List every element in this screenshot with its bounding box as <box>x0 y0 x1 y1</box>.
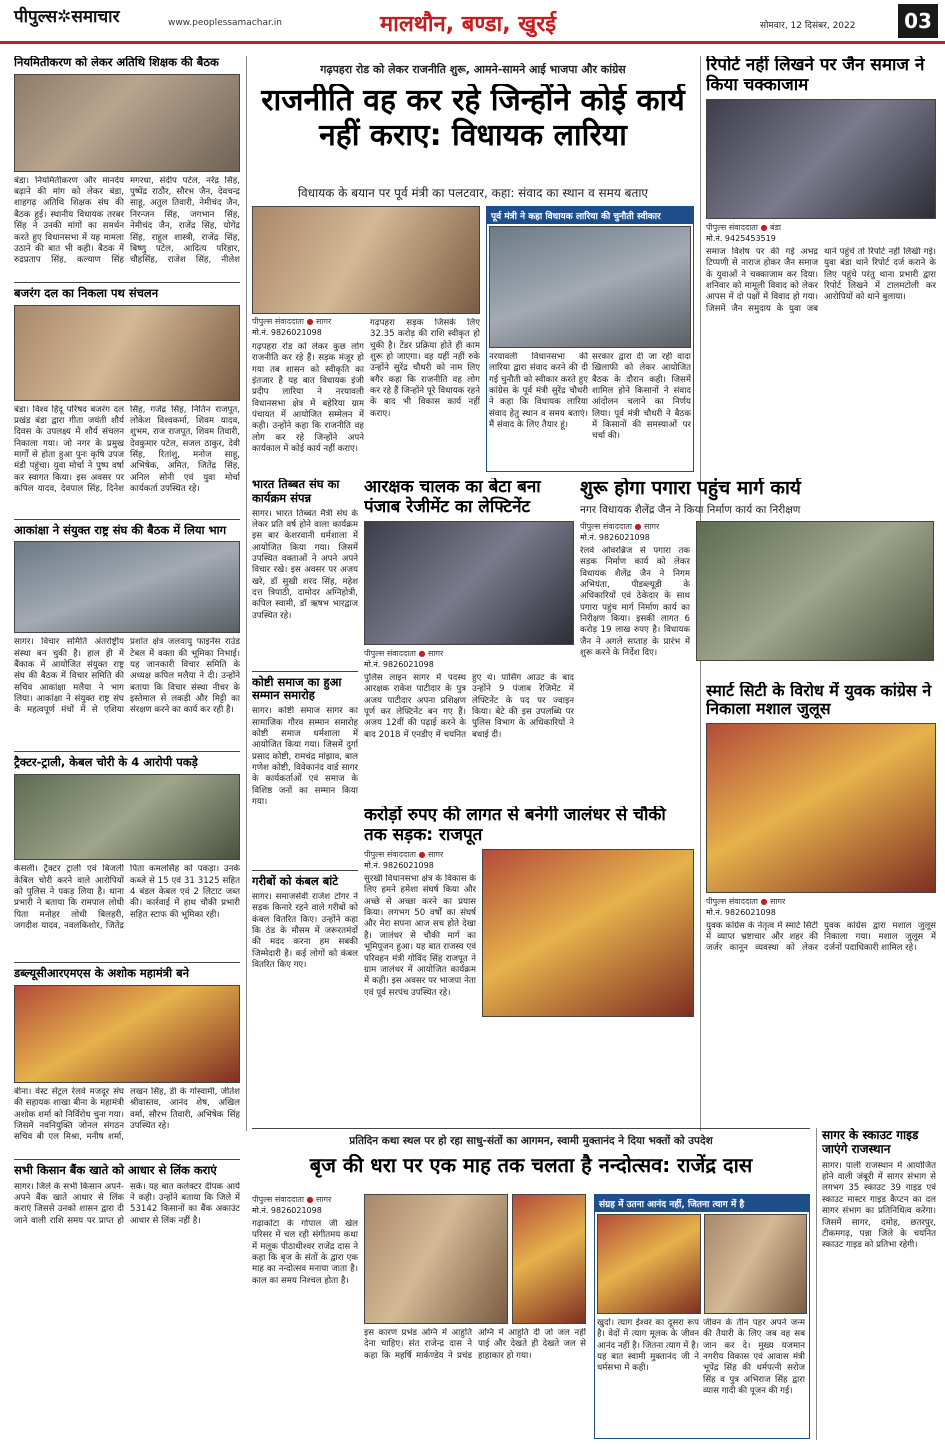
lead-subheadline: विधायक के बयान पर पूर्व मंत्री का पलटवार, कहा: संवाद का स्थान व समय बताए <box>297 186 649 200</box>
story-photo <box>364 521 574 645</box>
story-body: सुरखी विधानसभा क्षेत्र के विकास के लिए हमने हमेशा संघर्ष किया और अच्छे से अच्छा करने का प्रयास किया। लगभग 50 वर्षों का संघर्ष और मेरा सपना आज सच होते देखा है। जालंधर से चौकी मार्ग का भूमिपूजन हुआ। यह बात राजस्व एवं परिवहन मंत्री गोविंद सिंह राजपूत ने ग्राम जालंधर में आयोजित कार्यक्रम में कही। इस अवसर पर भाजपा नेता एवं पूर्व सरपंच उपस्थित रहे। <box>364 874 476 998</box>
story-body: सागर। कोष्टी समाज सागर का सामाजिक गौरव सम्मान समारोह कोष्टी समाज धर्मशाला में आयोजित किया गया। जिसमें दुर्गा प्रसाद कोष्टी, रामचंद्र मांझाव, बाल गणेश कोष्टी, विवेकानंद वार्ड सागर के कार्यकर्ताओं एवं समाज के विशिष्ठ जनों का सम्मान किया गया। <box>252 706 358 807</box>
reporter-mobile: मो.नं. 9425453519 <box>706 234 776 244</box>
page-number: 03 <box>898 4 938 38</box>
place-credit: सागर <box>644 521 660 531</box>
bottom-inset-title: संग्रह में उतना आनंद नहीं, जितना त्याग में है <box>595 1195 809 1212</box>
bottom-inset-box <box>594 1194 810 1439</box>
story-headline: नियमितीकरण को लेकर अतिथि शिक्षक की बैठक <box>14 56 219 69</box>
story-body: बंडा। नियमितीकरण और मानदेय बढ़ाने की मांग को लेकर बंडा, शाहगढ़ अतिथि शिक्षक संघ की बैठक हुई। स्थानीय विधायक तरबर सिंह ने उनकी मांगों का समर्थन करते हुए विधानसभा में यह मामला उठाने की बात भी कही। बैठक में रुद्रप्रताप सिंह, कल्याण सिंह मगरधा, संदीप पटेल, नरेंद्र सिंह, पुष्पेंद्र राठौर, सौरभ जैन, देवचन्द्र साहू, अतुल तिवारी, नेमीचंद जैन, निरन्जन सिंह, जगभान सिंह, नेमीचंद जैन, राजेंद्र सिंह, योगेंद्र सिंह, राहुल शास्त्री, राजेंद्र सिंह, बिष्णु पटेल, आदित्य परिहार, चौहसिंह, राजेश सिंह, नीलेश <box>14 175 240 266</box>
place-credit: सागर <box>428 649 444 659</box>
story-headline: गरीबों को कंबल बांटे <box>252 874 339 889</box>
story-body: सागर। भारत तिब्बत मैत्री संघ के लेकर प्रति वर्ष होने वाला कार्यक्रम इस बार केशरवानी धर्मशाला में आयोजित किया गया। जिसमें उपस्थित वक्ताओं ने अपने अपने विचार रखे। इस अवसर पर अजय खरे, डॉ सुखी शरद सिंह, महेश दत्त त्रिपाठी, दामोदर अग्निहोत्री, कपिल स्वामी, डॉ ऋषभ भारद्वाज उपस्थित रहे। <box>252 508 358 621</box>
story-headline: करोड़ों रुपए की लागत से बनेगी जालंधर से चौकी तक सड़क: राजपूत <box>364 806 666 845</box>
story-headline: स्मार्ट सिटी के विरोध में युवक कांग्रेस ने निकाला मशाल जुलूस <box>706 682 932 719</box>
story-headline: आरक्षक चालक का बेटा बना पंजाब रेजीमेंट का लेफ्टिनेंट <box>364 478 541 517</box>
reporter-credit: पीपुल्स संवाददाता <box>252 1195 304 1204</box>
lead-inset-box <box>486 206 694 472</box>
pagara-story: शुरू होगा पगारा पहुंच मार्ग कार्य नगर विधायक शैलेंद्र जैन ने किया निर्माण कार्य का निरीक्षण पीपुल्स संवाददाता ● सागर मो.नं. 9826021098 रेलवे ओवरब्रिज से पगारा तक सड़क निर्माण कार्य को लेकर विधायक शैलेंद्र जैन ने निगम अभियंता, पीडब्ल्यूडी के अधिकारियों एवं ठेकेदार के साथ पगारा पहुंच मार्ग निर्माण कार्य का निरीक्षण किया। इसकी लागत 6 करोड़ 19 लाख रुपए है। विधायक जैन ने अगले सप्ताह के प्रारंभ में शुरू करने के निर्देश दिए। <box>580 478 936 678</box>
story-body: सागर। विचार समिति अंतर्राष्ट्रीय संस्था बन चुकी है। हाल ही में बैंकाक में आयोजित संयुक्त राष्ट्र संघ की बैठक में विचार समिति की सचिव आकांक्षा मलैया ने भाग लिया। आकांक्षा ने संयुक्त राष्ट्र संघ के महत्वपूर्ण मंचों में से एशिया प्रशांत क्षेत्र जलवायु फाइनेंस राउंड टेबल में वक्ता की भूमिका निभाई। यह जानकारी विचार समिति के अध्यक्ष कपिल मलैया ने दी। उन्होंने बताया कि विचार संस्था नीचर के इस्तेमाल से लकड़ी और मिट्टी का संरक्षण करने का कार्य कर रही है। <box>14 637 240 716</box>
story-headline: रिपोर्ट नहीं लिखने पर जैन समाज ने किया चक्काजाम <box>706 56 925 95</box>
lead-body-a: गढ़पहरा रोड को लेकर कुछ लोग राजनीति कर रहे हैं। सड़क मंजूर हो गया तब शासन को स्वीकृति का इंतजार है यह बात विधायक इंजी प्रदीप लारिया ने नरयावली विधानसभा क्षेत्र में बहेरिया ग्राम पंचायत में आयोजित सम्मेलन में कही। उन्होंने कहा कि राजनीति वह लोग कर रहे जिन्होंने अपने कार्यकाल में कोई कार्य नहीं कराए। <box>252 342 364 455</box>
story-headline: डब्ल्यूसीआरएमएस के अशोक महामंत्री बने <box>14 966 190 981</box>
lead-inset-body-a: नरयावली विधानसभा की लारिया द्वारा संवाद करने की दी गई चुनौती को स्वीकार करते हुए कांग्रेस के पूर्व मंत्री सुरेंद्र चौधरी ने कहा कि विधायक लारिया संवाद हेतु स्थान व समय बताएं। मैं संवाद के लिए तैयार हूं। <box>489 352 588 431</box>
story-body: खुर्दा। त्याग ईश्वर का दूसरा रूप है। वेदों में त्याग मूलक के जीवन आनंद नहीं है। जितना त्याग में है। यह बात स्वामी मुक्तानंद जी ने धर्मसभा में कही। <box>597 1318 699 1374</box>
place-credit: सागर <box>316 1195 332 1204</box>
story-body: बंडा। विश्व हिंदू परिषद बजरंग दल प्रखंड बंडा द्वारा गीता जयंती शौर्य दिवस के उपलक्ष्य में शौर्य संचलन निकाला गया। जो नगर के प्रमुख मार्गों से होता हुआ पुनः कृषि उपज मंडी पहुंचा। युवा मोर्चा ने पुष्प वर्षा कर स्वागत किया। इस अवसर पर कपिल यादव, देवपाल सिंह, दिनेश सिंह, गजेंद्र सिंह, नितिन राजपूत, लोकेश विश्वकर्मा, शिवम यादव, शुभम, राज राजपूत, शिवम तिवारी, देवकुमार पटेल, सजल ठाकुर, देवी सिंह, रितांशु, मनोज साहू, अभिषेक, अमित, जितेंद्र सिंह, अनिल सोनी एवं युवा मोर्चा कार्यकर्ता उपस्थित रहे। <box>14 404 240 494</box>
story-headline: शुरू होगा पगारा पहुंच मार्ग कार्य <box>580 478 801 499</box>
story-photo <box>597 1214 701 1314</box>
story-photo <box>14 985 240 1083</box>
smart-city-story: स्मार्ट सिटी के विरोध में युवक कांग्रेस ने निकाला मशाल जुलूस पीपुल्स संवाददाता ● सागर मो.नं. 9826021098 युवक कांग्रेस के नेतृत्व में स्मार्ट सिटी में व्याप्त भ्रष्टाचार और शहर की जर्जर कानून व्यवस्था को लेकर युवक कांग्रेस द्वारा मशाल जुलूस निकाला गया। मशाल जुलूस में दर्जनों पदाधिकारी शामिल रहे। <box>706 682 936 1122</box>
story-body: बीना। वेस्ट सेंट्रल रेलवे मजदूर संघ की सहायक शाखा बीना के महामंत्री अशोक शर्मा को निर्विरोध चुना गया। जिसमें नवनियुक्ति जोनल संगठन सचिव बी एल मिश्रा, मनीष शर्मा, लखन सिंह, डी के गोस्वामी, जीतेश श्रीवास्तव, आनंद शेष, अखिल वर्मा, सौरभ तिवारी, अभिषेक सिंह उपस्थित रहे। <box>14 1086 240 1143</box>
road-story: करोड़ों रुपए की लागत से बनेगी जालंधर से चौकी तक सड़क: राजपूत पीपुल्स संवाददाता ● सागर मो.नं. 9826021098 सुरखी विधानसभा क्षेत्र के विकास के लिए हमने हमेशा संघर्ष किया और अच्छे से अच्छा करने का प्रयास किया। लगभग 50 वर्षों का संघर्ष और मेरा सपना आज सच होते देखा है। जालंधर से चौकी मार्ग का भूमिपूजन हुआ। यह बात राजस्व एवं परिवहन मंत्री गोविंद सिंह राजपूत ने ग्राम जालंधर में आयोजित कार्यक्रम में कही। इस अवसर पर भाजपा नेता एवं पूर्व सरपंच उपस्थित रहे। <box>364 806 694 1026</box>
story-body: जीवन के तीन पहर अपने जन्म की तैयारी के लिए जब वह सब जान कर दे। मुख्य यजमान नगरीय विकास एवं आवास मंत्री भूपेंद्र सिंह की धर्मपत्नी सरोज सिंह व पुत्र अभिराज सिंह द्वारा व्यास गादी की पूजन की गई। <box>703 1318 805 1397</box>
story-photo <box>14 774 240 860</box>
story-body: सागर। जिले के सभी किसान अपने-अपने बैंक खाते आधार से लिंक कराएं जिससे उनको शासन द्वारा दी जाने वाली राशि समय पर प्राप्त हो सके। यह बात कलेक्टर दीपक आर्य ने कही। उन्होंने बताया कि जिले में 53142 किसानों का बैंक अकाउंट आधार से लिंक नहीं है। <box>14 1181 240 1226</box>
place-credit: सागर <box>770 896 786 906</box>
story-headline: कोष्टी समाज का हुआ सम्मान समारोह <box>252 674 342 703</box>
story-headline: ट्रैक्टर-ट्राली, केबल चोरी के 4 आरोपी पकड़े <box>14 755 198 770</box>
story-headline: सागर के स्काउट गाइड जाएंगे राजस्थान <box>822 1128 919 1157</box>
lead-photo <box>252 206 480 314</box>
reporter-credit: पीपुल्स संवाददाता <box>364 850 416 860</box>
reporter-credit: पीपुल्स संवाददाता <box>580 521 632 531</box>
reporter-mobile: मो.नं. 9826021098 <box>580 532 650 542</box>
reporter-mobile: मो.नं. 9826021098 <box>252 1206 322 1215</box>
story-photo <box>14 541 240 633</box>
story-body: केसली। ट्रैक्टर ट्राली एवं बिजली केबिल चोरी करने वाले आरोपियों को पुलिस ने पकड़ लिया है। थाना प्रभारी ने बताया कि रामपाल लोधी पिता मनोहर लोधी बिलहरी, जगदीश यादव, नवलकिशोर, जितेंद्र पिता कमलसिंह को पकड़ा। उनके कब्जे से 15 एवं 31 3125 सहित 4 बंडल केबल एवं 2 लिटाट जब्त की। कार्रवाई में हाथ चौकी प्रभारी सहित स्टाफ की भूमिका रही। <box>14 864 240 931</box>
lead-headline: राजनीति वह कर रहे जिन्होंने कोई कार्य नहीं कराए: विधायक लारिया <box>261 84 685 153</box>
reporter-credit: पीपुल्स संवाददाता <box>252 317 304 326</box>
story-body: रेलवे ओवरब्रिज से पगारा तक सड़क निर्माण कार्य को लेकर विधायक शैलेंद्र जैन ने निगम अभियंता, पीडब्ल्यूडी के अधिकारियों एवं ठेकेदार के साथ पगारा पहुंच मार्ग निर्माण कार्य का निरीक्षण किया। इसकी लागत 6 करोड़ 19 लाख रुपए है। विधायक जैन ने अगले सप्ताह के प्रारंभ में शुरू करने के निर्देश दिए। <box>580 545 690 658</box>
reporter-mobile: मो.नं. 9826021098 <box>364 861 434 871</box>
reporter-mobile: मो.नं. 9826021098 <box>706 907 776 917</box>
reporter-credit: पीपुल्स संवाददाता <box>706 896 758 906</box>
story-photo <box>364 1194 508 1324</box>
story-body: समाज विशेष पर की गई अभद्र टिप्पणी से नाराज होकर जैन समाज के युवाओं ने चक्काजाम कर दिया। शनिवार को मामूली विवाद को लेकर आपस में दो पक्षों में विवाद हो गया। जिसमें जैन समुदाय के युवा जब थाने पहुंचे तो रिपोर्ट नहीं लिखी गई। युवा बंडा थाने रिपोर्ट दर्ज कराने के लिए पहुंचे परंतु थाना प्रभारी द्वारा रिपोर्ट लिखने में टालमटोली कर आरोपियों को थाने बुलाया। <box>706 247 936 314</box>
story-headline: आकांक्षा ने संयुक्त राष्ट्र संघ की बैठक में लिया भाग <box>14 522 227 537</box>
lead-inset-photo <box>489 226 691 348</box>
lead-body-b: गढ़पहरा सड़क जिसके लिए 32.35 करोड़ की राशि स्वीकृत हो चुकी है। टेंडर प्रक्रिया होते ही काम शुरू हो जाएगा। वह यहीं नहीं रुके उन्होंने सुरेंद्र चौधरी को नाम लिए बगैर कहा कि राजनीति वह लोग कर रहे हैं जिन्होंने पूरे विधायक रहने के बाद भी विकास कार्य नहीं कराए। <box>370 318 480 419</box>
scout-story <box>816 1128 936 1440</box>
story-photo <box>704 1214 808 1314</box>
story-photo <box>482 849 694 1017</box>
website-url[interactable]: www.peoplessamachar.in <box>168 18 282 28</box>
story-body: सागर। समाजसेवी राजेश टोंगर ने सड़क किनारे रहने वाले गरीबों को कंबल वितरित किए। उन्होंने कहा कि ठंड के मौसम में जरूरतमंदों की मदद करना हम सबकी जिम्मेदारी है। कई लोगों को कंबल वितरित किए गए। <box>252 891 358 971</box>
story-photo <box>14 305 240 401</box>
lead-kicker-wrap <box>252 62 694 86</box>
lead-credit: पीपुल्स संवाददाता ● सागर मो.नं. 9826021098 <box>252 316 480 340</box>
lead-kicker: गढ़पहरा रोड को लेकर राजनीति शुरू, आमने-सामने आई भाजपा और कांग्रेस <box>320 63 626 76</box>
story-photo <box>512 1194 586 1324</box>
column-divider <box>246 56 247 1131</box>
story-body: पुलिस लाइन सागर में पदस्थ आरक्षक राकेश पाटीदार के पुत्र अजय पाटीदार अपना प्रशिक्षण पूर्ण कर लेफ्टिनेंट बन गए हैं। अजय 12वीं की पढ़ाई करने के बाद 2018 में एनडीए में चयनित हुए थे। पासिंग आउट के बाद उन्होंने 9 पंजाब रेजिमेंट में लेफ्टिनेंट के पद पर ज्वाइन किया। बेटे की इस उपलब्धि पर पुलिस विभाग के अधिकारियों ने बधाई दी। <box>364 673 574 740</box>
bottom-kicker: प्रतिदिन कथा स्थल पर हो रहा साधु-संतों का आगमन, स्वामी मुक्तानंद ने दिया भक्तों को उपदेश <box>349 1135 713 1147</box>
story-photo <box>14 74 240 172</box>
lead-inset-body-b: सरकार द्वारा दी जा रही वादा खिलाफी को लेकर आयोजित बैठक के दौरान कही। जिसमें शामिल होने किसानों ने संवाद आंदोलन चलाने का निर्णय लिया। पूर्व मंत्री चौधरी ने बैठक में किसानों की समस्याओं पर चर्चा की। <box>592 352 691 442</box>
story-body: युवक कांग्रेस के नेतृत्व में स्मार्ट सिटी में व्याप्त भ्रष्टाचार और शहर की जर्जर कानून व्यवस्था को लेकर युवक कांग्रेस द्वारा मशाल जुलूस निकाला गया। मशाल जुलूस में दर्जनों पदाधिकारी शामिल रहे। <box>706 920 936 954</box>
story-headline: बजरंग दल का निकला पथ संचलन <box>14 285 159 300</box>
place-credit: सागर <box>316 317 332 326</box>
story-photo <box>706 99 936 219</box>
edition-date: सोमवार, 12 दिसंबर, 2022 <box>760 21 856 31</box>
story-subheadline: नगर विधायक शैलेंद्र जैन ने किया निर्माण कार्य का निरीक्षण <box>580 503 801 516</box>
story-headline: सभी किसान बैंक खाते को आधार से लिंक कराएं <box>14 1162 217 1177</box>
left-column <box>14 56 240 1441</box>
story-photo <box>696 521 934 661</box>
reporter-credit: पीपुल्स संवाददाता <box>364 649 416 659</box>
story-body: गढ़ाकोटा के गोपाल जी खेल परिसर में चल रही संगीतमय कथा में मलूक पीठाधीश्वर राजेंद्र दास ने कहा कि बृज के संतों के द्वारा एक माह का नन्दोत्सव मनाया जाता है। काल का समय निश्चल होता है। <box>252 1219 358 1286</box>
story-body: सागर। पाली राजस्थान में आयोजित होने वाली जंबूरी में सागर संभाग से लगभग 35 स्काउट 39 गाइड एवं स्काउट मास्टर गाइड कैप्टन का दल सागर संभाग का प्रतिनिधित्व करेगा। जिसमें सागर, दमोह, छतरपुर, टीकमगढ़, पन्ना जिले के चयनित स्काउट गाइड को प्रतिभा रहेगी। <box>822 1160 936 1251</box>
mid-narrow-column <box>252 478 358 1018</box>
lieutenant-story: आरक्षक चालक का बेटा बना पंजाब रेजीमेंट का लेफ्टिनेंट पीपुल्स संवाददाता ● सागर मो.नं. 9826021098 पुलिस लाइन सागर में पदस्थ आरक्षक राकेश पाटीदार के पुत्र अजय पाटीदार अपना प्रशिक्षण पूर्ण कर लेफ्टिनेंट बन गए हैं। अजय 12वीं की पढ़ाई करने के बाद 2018 में एनडीए में चयनित हुए थे। पासिंग आउट के बाद उन्होंने 9 पंजाब रेजिमेंट में लेफ्टिनेंट के पद पर ज्वाइन किया। बेटे की इस उपलब्धि पर पुलिस विभाग के अधिकारियों ने बधाई दी। <box>364 478 574 804</box>
place-credit: सागर <box>428 850 444 860</box>
bottom-rule <box>252 1128 810 1129</box>
lead-inset-title: पूर्व मंत्री ने कहा विधायक लारिया की चुनौती स्वीकार <box>487 207 693 224</box>
place-credit: बंडा <box>770 223 781 233</box>
newspaper-logo: पीपुल्स✲समाचार <box>14 7 120 27</box>
bottom-headline: बृज की धरा पर एक माह तक चलता है नन्दोत्सव: राजेंद्र दास <box>309 1154 753 1177</box>
reporter-credit: पीपुल्स संवाददाता <box>706 223 758 233</box>
bottom-main-story: पीपुल्स संवाददाता ● सागर मो.नं. 9826021098 गढ़ाकोटा के गोपाल जी खेल परिसर में चल रही संगीतमय कथा में मलूक पीठाधीश्वर राजेंद्र दास ने कहा कि बृज के संतों के द्वारा एक माह का नन्दोत्सव मनाया जाता है। काल का समय निश्चल होता है। इस कारण प्रभंड अग्नि में आहुति देना चाहिए। संत राजेन्द्र दास ने कहा कि महर्षि मार्कण्डेय ने प्रचंड अग्नि में आहुति दी जो जल नहीं पाई और देखते ही देखते जल से हाहाकार हो गया। <box>252 1194 588 1439</box>
story-photo <box>706 723 936 893</box>
section-title: मालथौन, बण्डा, खुरई <box>380 12 557 37</box>
reporter-mobile: मो.नं. 9826021098 <box>252 328 322 337</box>
masthead <box>0 0 945 44</box>
story-body: इस कारण प्रभंड अग्नि में आहुति देना चाहिए। संत राजेन्द्र दास ने कहा कि महर्षि मार्कण्डेय ने प्रचंड अग्नि में आहुति दी जो जल नहीं पाई और देखते ही देखते जल से हाहाकार हो गया। <box>364 1328 586 1361</box>
story-headline: भारत तिब्बत संघ का कार्यक्रम संपन्न <box>252 478 340 505</box>
jain-story: रिपोर्ट नहीं लिखने पर जैन समाज ने किया चक्काजाम पीपुल्स संवाददाता ● बंडा मो.नं. 9425453519 समाज विशेष पर की गई अभद्र टिप्पणी से नाराज होकर जैन समाज के युवाओं ने चक्काजाम कर दिया। शनिवार को मामूली विवाद को लेकर आपस में दो पक्षों में विवाद हो गया। जिसमें जैन समुदाय के युवा जब थाने पहुंचे तो रिपोर्ट नहीं लिखी गई। युवा बंडा थाने रिपोर्ट दर्ज कराने के लिए पहुंचे परंतु थाना प्रभारी द्वारा रिपोर्ट लिखने में टालमटोली कर आरोपियों को थाने बुलाया। <box>706 56 936 496</box>
reporter-mobile: मो.नं. 9826021098 <box>364 660 434 670</box>
